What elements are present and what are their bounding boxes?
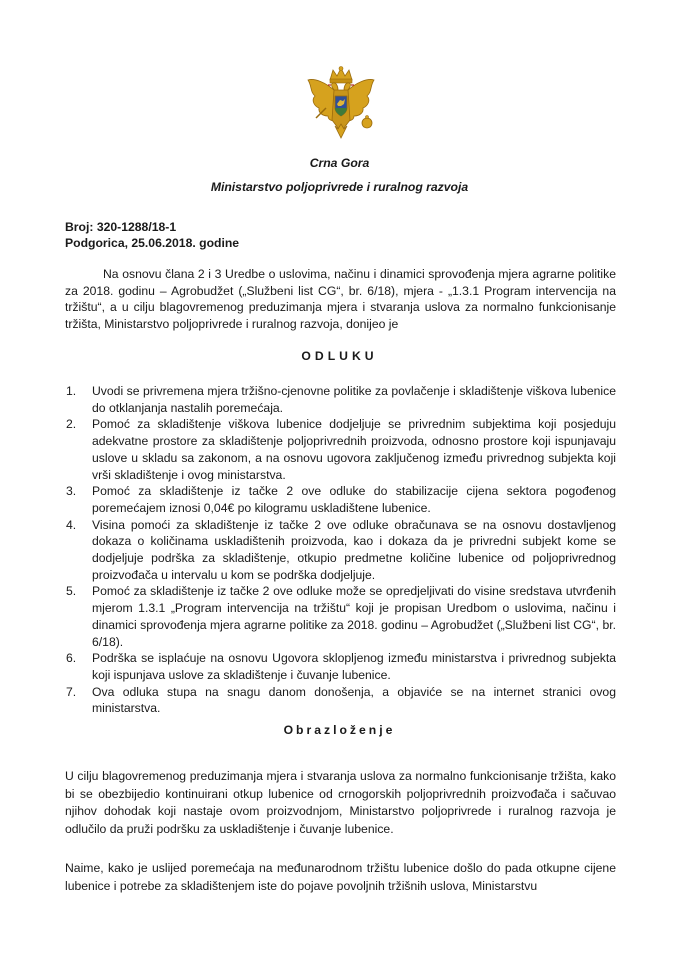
decision-item: 4. Visina pomoći za skladištenje iz tačke 2 ove odluke obračunava se na osnovu dostavljenog dokaza o količinama uskladištenih proizvoda, kao i dokaza da je privredni subjekt kome se dodjeljuje podrška za skladištenje, otkupio predmetne količine lubenice od poljoprivrednog proizvođača u intervalu u kom se podrška dodjeljuje. <box>66 517 616 582</box>
place-date: Podgorica, 25.06.2018. godine <box>65 236 240 250</box>
ministry-name: Ministarstvo poljoprivrede i ruralnog razvoja <box>210 180 469 194</box>
intro-paragraph: Na osnovu člana 2 i 3 Uredbe o uslovima, načinu i dinamici sprovođenja mjera agrarne politike za 2018. godinu – Agrobudžet („Službeni list CG“, br. 6/18), mjera - „1.3.1 Program intervencija na tržištu“, a u cilju blagovremenog preduzimanja mjera i stvaranja uslova za normalno funkcionisanje tržišta, Ministarstvo poljoprivrede i ruralnog razvoja, donijeo je <box>65 267 616 331</box>
decision-item: 6. Podrška se isplaćuje na osnovu Ugovora sklopljenog između ministarstva i privrednog subjekta koji ispunjava uslove za skladištenje i čuvanje lubenice. <box>66 651 616 682</box>
reasoning-title: Obrazloženje <box>283 723 396 737</box>
decision-item: 7. Ova odluka stupa na snagu danom donošenja, a objaviće se na internet stranici ovog ministarstva. <box>66 684 616 716</box>
decision-items <box>65 383 616 717</box>
decision-item: 2. Pomoć za skladištenje viškova lubenice dodjeljuje se privrednim subjektima koji posjeduju adekvatne prostore za skladištenje poljoprivrednih proizvoda, odnosno prostore koji ispunjavaju uslove u skladu sa zakonom, a na osnovu ugovora zaključenog između privrednog subjekta koji vrši skladištenje i ovog ministarstva. <box>66 417 616 482</box>
reasoning-paragraph-2: Naime, kako je uslijed poremećaja na međunarodnom tržištu lubenice došlo do pada otkupne cijene lubenice i potrebe za skladištenjem iste do pojave povoljnih tržišnih uslova, Ministarstvu <box>65 861 616 893</box>
decision-item: 3. Pomoć za skladištenje iz tačke 2 ove odluke do stabilizacije cijena sektora pogođenog poremećajem iznosi 0,04€ po kilogramu uskladištene lubenice. <box>66 484 616 515</box>
document-number: Broj: 320-1288/18-1 <box>65 220 177 234</box>
decision-item: 5. Pomoć za skladištenje iz tačke 2 ove odluke može se opredjeljivati do visine sredstava utvrđenih mjerom 1.3.1 „Program intervencija na tržištu“ koji je propisan Uredbom o uslovima, načinu i dinamici sprovođenja mjera agrarne politike za 2018. godinu – Agrobudžet („Službeni list CG“, br. 6/18). <box>66 584 616 649</box>
coat-of-arms-icon <box>306 66 376 142</box>
reasoning-paragraph-1: U cilju blagovremenog preduzimanja mjera i stvaranja uslova za normalno funkcionisanje tržišta, kako bi se obezbijedio kontinuirani otkup lubenice od crnogorskih poljoprivrednih proizvođača i sačuvao njihov dohodak koji nastaje ovom proizvodnjom, Ministarstvo poljoprivrede i ruralnog razvoja je odlučilo da pruži podršku za uskladištenje i čuvanje lubenice. <box>65 769 616 836</box>
decision-item: 1. Uvodi se privremena mjera tržišno-cjenovne politike za povlačenje i skladištenje viškova lubenice do otklanjanja nastalih poremećaja. <box>66 384 616 415</box>
decision-title: ODLUKU <box>301 349 378 363</box>
country-name: Crna Gora <box>309 156 370 170</box>
